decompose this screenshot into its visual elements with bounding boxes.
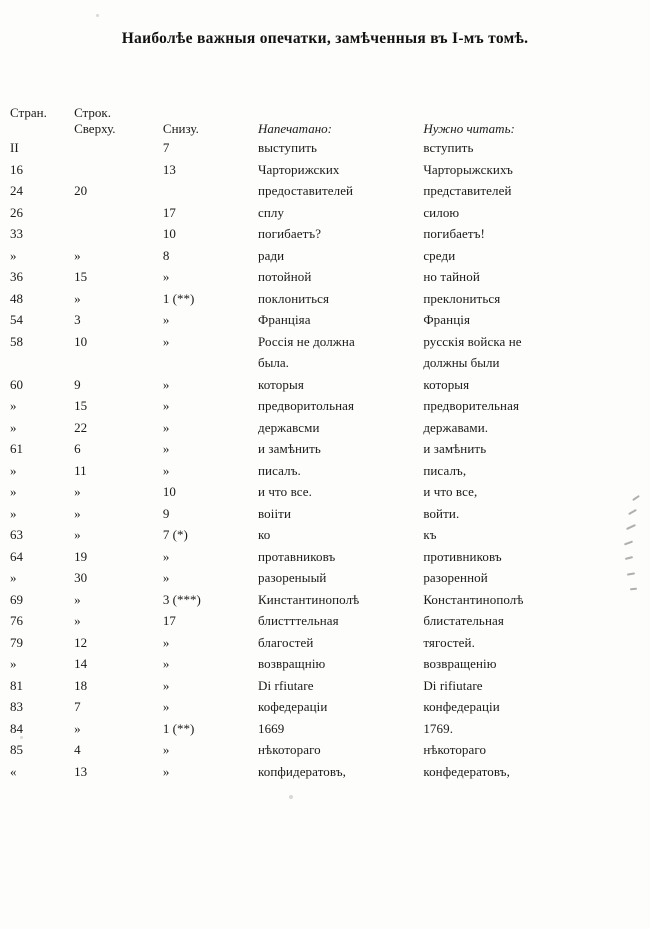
table-row [10, 309, 630, 331]
cell-bottom: » [162, 441, 170, 456]
cell-top: 7 [74, 699, 81, 714]
cell-bottom: » [162, 634, 170, 650]
header-line-group: Строк. [74, 105, 111, 120]
cell-top [74, 352, 163, 374]
cell-printed: ради [257, 247, 285, 263]
cell-bottom: » [162, 763, 170, 779]
table-row [10, 503, 630, 525]
cell-page: 81 [10, 677, 23, 693]
cell-correct: возвращенію [423, 656, 497, 671]
cell-bottom: 10 [162, 226, 176, 241]
cell-bottom: » [162, 699, 170, 714]
header-from-top: Сверху. [74, 121, 116, 136]
cell-printed: разореныый [257, 570, 327, 585]
cell-correct: должны были [423, 355, 500, 370]
cell-top: 18 [74, 677, 88, 693]
cell-top: » [74, 591, 81, 607]
cell-correct: конфедераціи [423, 699, 500, 714]
cell-top [74, 159, 163, 181]
cell-correct: Константинополѣ [423, 591, 524, 607]
scan-speck [96, 14, 99, 17]
cell-printed: и замѣнить [257, 441, 321, 456]
cell-correct: Франція [423, 312, 471, 327]
cell-bottom: » [162, 419, 170, 435]
cell-bottom: 7 (*) [162, 527, 188, 542]
cell-correct: Чарторыжскихъ [423, 161, 513, 177]
cell-correct: тягостей. [423, 634, 475, 650]
table-row [10, 718, 630, 740]
table-row [10, 632, 630, 654]
cell-bottom: » [162, 398, 170, 413]
cell-page: » [10, 247, 17, 263]
table-row [10, 266, 630, 288]
cell-top: 9 [74, 376, 81, 392]
table-row [10, 374, 630, 396]
table-row [10, 546, 630, 568]
cell-printed: Кинстантинополѣ [257, 591, 360, 607]
cell-page: 61 [10, 441, 23, 456]
table-row [10, 438, 630, 460]
cell-bottom: 1 (**) [162, 290, 195, 306]
cell-correct: предворительная [423, 398, 520, 413]
table-row [10, 137, 630, 159]
cell-bottom: » [162, 742, 170, 757]
cell-page: 36 [10, 269, 23, 284]
cell-correct: погибаетъ! [423, 226, 485, 241]
cell-top: 14 [74, 656, 88, 671]
header-spacer-2 [423, 105, 630, 121]
table-row [10, 245, 630, 267]
cell-page: II [10, 140, 19, 155]
cell-page: » [10, 656, 17, 671]
cell-top: 10 [74, 333, 88, 349]
cell-top [74, 202, 163, 224]
cell-page: » [10, 570, 17, 585]
cell-bottom: » [162, 656, 170, 671]
cell-printed: Чарторижских [257, 161, 340, 177]
table-row [10, 524, 630, 546]
cell-correct: русскія войска не [423, 333, 522, 349]
cell-bottom: » [162, 462, 170, 478]
cell-bottom: 10 [162, 484, 176, 499]
cell-printed: поклониться [257, 290, 330, 306]
cell-bottom: » [162, 333, 170, 349]
header-correct: Нужно читать: [423, 121, 515, 136]
cell-top: » [74, 505, 81, 521]
cell-bottom: » [162, 677, 170, 693]
cell-correct: разоренной [423, 570, 488, 585]
cell-page: 16 [10, 161, 23, 177]
cell-page: 69 [10, 591, 23, 607]
cell-correct: которыя [423, 376, 470, 392]
cell-correct: нѣкотораго [423, 742, 487, 757]
cell-page: 83 [10, 699, 23, 714]
cell-bottom: 17 [162, 613, 176, 628]
cell-top: 22 [74, 419, 88, 435]
table-row [10, 675, 630, 697]
table-row [10, 589, 630, 611]
cell-printed: сплу [257, 204, 285, 220]
cell-page: 26 [10, 204, 23, 220]
cell-top: » [74, 484, 81, 499]
cell-top: 11 [74, 462, 87, 478]
cell-correct: войти. [423, 505, 460, 521]
cell-page: 24 [10, 183, 23, 198]
table-row [10, 696, 630, 718]
cell-printed: Франціяа [257, 312, 311, 327]
cell-correct: но тайной [423, 269, 480, 284]
cell-page: 85 [10, 742, 23, 757]
cell-printed: блистттельная [257, 613, 339, 628]
cell-bottom: » [162, 269, 170, 284]
cell-printed: выступить [257, 140, 318, 155]
scan-edge-marks [612, 495, 642, 605]
table-row [10, 417, 630, 439]
cell-page: 76 [10, 613, 23, 628]
table-row [10, 481, 630, 503]
cell-top [74, 223, 163, 245]
cell-top [74, 137, 163, 159]
cell-correct: конфедератовъ, [423, 763, 510, 779]
table-row [10, 159, 630, 181]
cell-printed: возвращнію [257, 656, 326, 671]
cell-page: 64 [10, 548, 23, 564]
cell-top: 20 [74, 183, 88, 198]
cell-correct: 1769. [423, 720, 454, 736]
cell-printed: погибаетъ? [257, 226, 322, 241]
cell-bottom: 1 (**) [162, 720, 195, 736]
cell-correct: преклониться [423, 290, 501, 306]
scan-speck [289, 795, 293, 799]
cell-top: » [74, 527, 81, 542]
table-row [10, 223, 630, 245]
cell-bottom [163, 180, 258, 202]
cell-page: » [10, 505, 17, 521]
cell-bottom: » [162, 548, 170, 564]
cell-page: 48 [10, 290, 23, 306]
cell-bottom: 7 [162, 140, 170, 155]
cell-top: » [74, 720, 81, 736]
cell-page: « [10, 763, 17, 779]
cell-correct: и что все, [423, 484, 478, 499]
table-header-row-2 [10, 121, 630, 137]
cell-top: 12 [74, 634, 88, 650]
cell-top: 13 [74, 763, 88, 779]
cell-page: 33 [10, 226, 23, 241]
cell-printed: кофедераціи [257, 699, 328, 714]
header-printed: Напечатано: [257, 121, 332, 136]
cell-top: » [74, 290, 81, 306]
errata-table [10, 105, 630, 782]
cell-correct: среди [423, 247, 456, 263]
cell-bottom: 9 [162, 505, 170, 521]
cell-printed: которыя [257, 376, 304, 392]
table-row [10, 610, 630, 632]
cell-page: » [10, 484, 17, 499]
cell-bottom [163, 352, 258, 374]
cell-top: 6 [74, 441, 81, 456]
cell-page: 54 [10, 312, 23, 327]
cell-printed: благостей [257, 634, 314, 650]
page-title: Наиболѣе важныя опечатки, замѣченныя въ I-мъ томѣ. [121, 30, 529, 47]
cell-bottom: 17 [162, 204, 176, 220]
cell-top: 3 [74, 312, 81, 327]
cell-bottom: 8 [162, 247, 170, 263]
cell-bottom: » [162, 312, 170, 327]
cell-page: » [10, 462, 17, 478]
cell-top: » [74, 613, 81, 628]
cell-printed: Di rfiutare [257, 677, 314, 693]
header-from-bottom: Снизу. [162, 121, 199, 136]
table-row [10, 395, 630, 417]
cell-top: 4 [74, 742, 81, 757]
table-row [10, 202, 630, 224]
cell-correct: противниковъ [423, 548, 502, 564]
cell-bottom: » [162, 376, 170, 392]
cell-page: 84 [10, 720, 23, 736]
cell-bottom: 3 (***) [162, 591, 201, 607]
cell-printed: державсми [257, 419, 320, 435]
cell-correct: блистательная [423, 613, 504, 628]
cell-top: 15 [74, 398, 88, 413]
cell-printed: предворитольная [257, 398, 355, 413]
cell-printed: 1669 [257, 720, 285, 736]
cell-correct: силою [423, 204, 460, 220]
cell-printed: Россія не должна [257, 333, 355, 349]
cell-correct: вступить [423, 140, 474, 155]
cell-page: 79 [10, 634, 23, 650]
cell-printed: писалъ. [257, 462, 301, 478]
cell-page: » [10, 398, 17, 413]
cell-correct: представителей [423, 183, 512, 198]
scan-speck [20, 736, 23, 739]
cell-printed: нѣкотораго [257, 742, 321, 757]
cell-page [10, 352, 74, 374]
cell-top: » [74, 247, 81, 263]
cell-correct: и замѣнить [423, 441, 487, 456]
cell-page: 60 [10, 376, 23, 392]
header-spacer-1 [258, 105, 423, 121]
table-row [10, 288, 630, 310]
cell-correct: къ [423, 527, 437, 542]
cell-printed: предоставителей [257, 183, 354, 198]
cell-printed: воііти [257, 505, 291, 521]
cell-correct: писалъ, [423, 462, 467, 478]
cell-printed: была. [257, 355, 289, 370]
cell-top: 19 [74, 548, 88, 564]
table-row [10, 331, 630, 353]
cell-page: 63 [10, 527, 23, 542]
cell-printed: потойной [257, 269, 312, 284]
cell-page: » [10, 419, 17, 435]
table-header-row-1 [10, 105, 630, 121]
cell-page: 58 [10, 333, 23, 349]
header-empty [10, 121, 74, 137]
cell-printed: протавниковъ [257, 548, 336, 564]
cell-top: 30 [74, 570, 88, 585]
table-row [10, 567, 630, 589]
table-row [10, 761, 630, 783]
header-page-column: Стран. [10, 105, 47, 120]
cell-bottom: 13 [162, 161, 176, 177]
cell-correct: Di rifiutare [423, 677, 483, 693]
cell-printed: и что все. [257, 484, 312, 499]
table-row [10, 739, 630, 761]
cell-bottom: » [162, 570, 170, 585]
cell-correct: державами. [423, 419, 489, 435]
table-row [10, 460, 630, 482]
cell-printed: копфидератовъ, [257, 763, 346, 779]
table-row-continuation [10, 352, 630, 374]
table-row [10, 653, 630, 675]
table-row [10, 180, 630, 202]
cell-top: 15 [74, 269, 88, 284]
cell-printed: ко [257, 527, 271, 542]
